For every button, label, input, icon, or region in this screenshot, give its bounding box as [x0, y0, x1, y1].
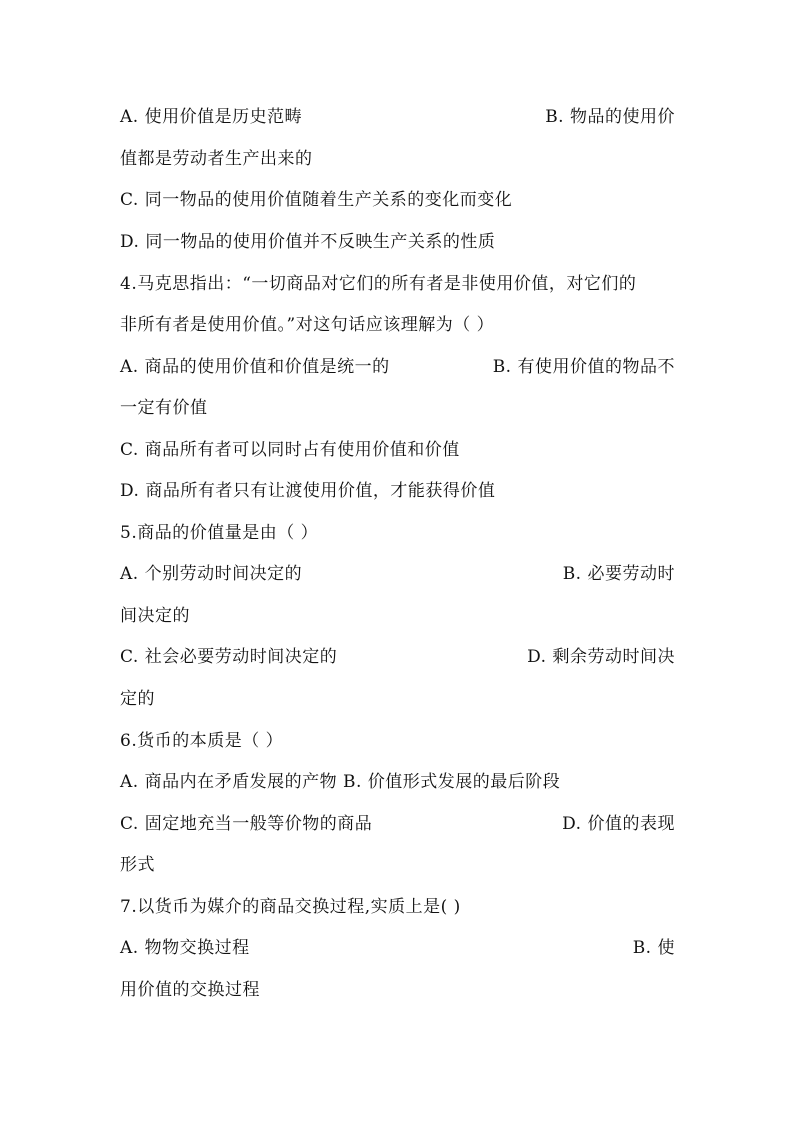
q6-option-d-continued: 形式: [120, 855, 155, 875]
q6-option-d: D. 价值的表现: [562, 814, 675, 834]
q5-option-a: A. 个别劳动时间决定的: [120, 564, 303, 584]
q3-option-b: B. 物品的使用价: [545, 107, 675, 127]
q7-option-a: A. 物物交换过程: [120, 938, 250, 958]
q4-option-b: B. 有使用价值的物品不: [492, 357, 675, 377]
q4-stem-continued: 非所有者是使用价值。”对这句话应该理解为（ ）: [120, 315, 495, 335]
q5-option-b: B. 必要劳动时: [562, 564, 675, 584]
q5-option-c: C. 社会必要劳动时间决定的: [120, 647, 338, 667]
q5-option-b-continued: 间决定的: [120, 606, 190, 626]
q6-option-c: C. 固定地充当一般等价物的商品: [120, 814, 373, 834]
q3-option-d: D. 同一物品的使用价值并不反映生产关系的性质: [120, 232, 496, 252]
q4-option-a: A. 商品的使用价值和价值是统一的: [120, 357, 390, 377]
q4-option-d: D. 商品所有者只有让渡使用价值，才能获得价值: [120, 481, 496, 501]
q5-stem: 5.商品的价值量是由（ ）: [120, 523, 319, 543]
q3-option-a: A. 使用价值是历史范畴: [120, 107, 303, 127]
q6-options-ab: A. 商品内在矛盾发展的产物 B. 价值形式发展的最后阶段: [120, 772, 561, 792]
q5-options-ab: [120, 560, 675, 588]
q6-options-cd: [120, 810, 675, 838]
q4-options-ab: [120, 353, 675, 381]
q4-option-c: C. 商品所有者可以同时占有使用价值和价值: [120, 440, 460, 460]
q3-option-b-continued: 值都是劳动者生产出来的: [120, 149, 313, 169]
q5-option-d: D. 剩余劳动时间决: [527, 647, 675, 667]
q7-stem: 7.以货币为媒介的商品交换过程,实质上是( ): [120, 897, 461, 917]
q7-option-b-continued: 用价值的交换过程: [120, 980, 260, 1000]
q5-option-d-continued: 定的: [120, 689, 155, 709]
q4-stem: 4.马克思指出：“一切商品对它们的所有者是非使用价值，对它们的: [120, 274, 637, 294]
q3-options-ab: [120, 103, 675, 131]
q7-options-ab: [120, 934, 675, 962]
q5-options-cd: [120, 643, 675, 671]
q7-option-b: B. 使: [632, 938, 675, 958]
q4-option-b-continued: 一定有价值: [120, 398, 208, 418]
q3-option-c: C. 同一物品的使用价值随着生产关系的变化而变化: [120, 190, 513, 210]
q6-stem: 6.货币的本质是（ ）: [120, 731, 284, 751]
